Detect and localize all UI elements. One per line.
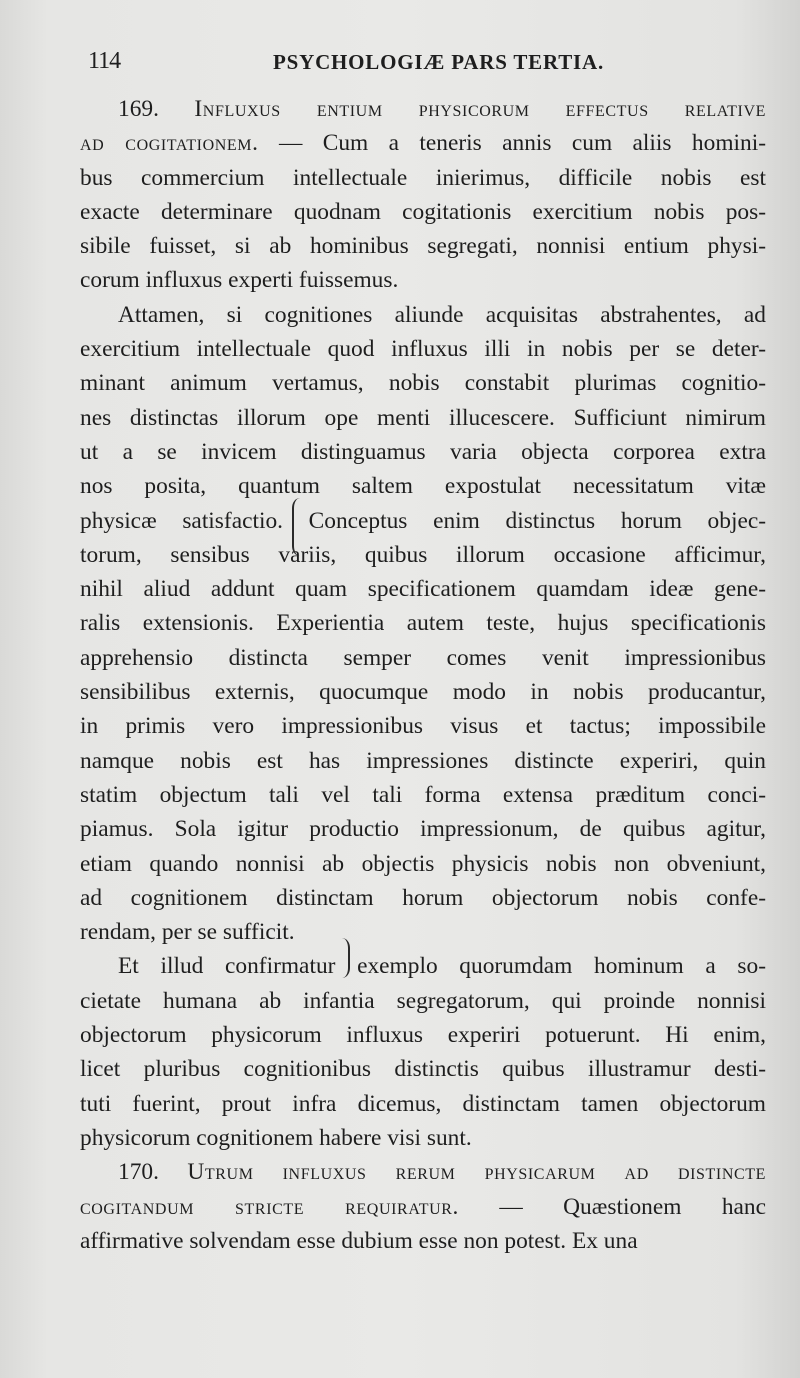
text-line <box>80 332 766 366</box>
text-line <box>80 675 766 709</box>
paragraph-p169 <box>80 92 766 298</box>
text-line <box>80 1121 766 1155</box>
running-head: PSYCHOLOGIÆ PARS TERTIA. <box>273 50 604 74</box>
line-text: Attamen, si cognitiones aliunde acquisitas abstrahentes, ad <box>118 301 766 328</box>
text-line <box>80 744 766 778</box>
line-text: in primis vero impressionibus visus et tactus; impossibile <box>80 713 766 740</box>
line-text: apprehensio distincta semper comes venit impressionibus <box>80 644 766 671</box>
text-line <box>80 298 766 332</box>
line-text: minant animum vertamus, nobis constabit plurimas cognitio- <box>80 370 766 397</box>
line-text: physicorum cognitionem habere visi sunt. <box>80 1124 472 1151</box>
page-number: 114 <box>88 48 121 74</box>
text-line <box>80 949 766 983</box>
line-text: rendam, per se sufficit. <box>80 919 295 946</box>
section-heading: ad cogitationem. <box>80 130 259 157</box>
line-text: torum, sensibus variis, quibus illorum occasione afficimur, <box>80 541 766 568</box>
line-text: exercitium intellectuale quod influxus illi in nobis per se deter- <box>80 336 766 363</box>
line-text: piamus. Sola igitur productio impressionum, de quibus agitur, <box>80 816 766 843</box>
text-line <box>80 847 766 881</box>
text-line <box>80 572 766 606</box>
pencil-bracket-open <box>292 498 308 556</box>
text-line <box>80 1190 766 1224</box>
pencil-bracket-close <box>334 938 350 978</box>
line-text: sensibilibus externis, quocumque modo in nobis producantur, <box>80 679 766 706</box>
line-text: nos posita, quantum saltem expostulat necessitatum vitæ <box>80 473 766 500</box>
line-text: etiam quando nonnisi ab objectis physicis nobis non obveniunt, <box>80 850 766 877</box>
line-text: affirmative solvendam esse dubium esse non potest. Ex una <box>80 1227 638 1254</box>
text-line <box>80 504 766 538</box>
section-number: 170. <box>118 1159 159 1186</box>
text-line <box>80 229 766 263</box>
text-line <box>80 641 766 675</box>
line-text: — Cum a teneris annis cum aliis homini- <box>258 130 766 157</box>
section-number: 169. <box>118 96 159 122</box>
line-text: tuti fuerint, prout infra dicemus, distinctam tamen objectorum <box>80 1090 766 1117</box>
text-line <box>80 263 766 297</box>
text-line <box>80 812 766 846</box>
line-text: ad cognitionem distinctam horum objectorum nobis confe- <box>80 884 766 911</box>
text-line <box>80 195 766 229</box>
line-text: corum influxus experti fuissemus. <box>80 267 399 294</box>
line-text: bus commercium intellectuale inierimus, difficile nobis est <box>80 164 766 191</box>
text-line <box>80 126 766 160</box>
text-line <box>80 366 766 400</box>
text-line <box>80 1155 766 1189</box>
body-text <box>80 92 766 1258</box>
text-line <box>80 778 766 812</box>
line-text: ut a se invicem distinguamus varia objecta corporea extra <box>80 438 766 465</box>
text-line <box>80 606 766 640</box>
text-line <box>80 915 766 949</box>
line-text: cietate humana ab infantia segregatorum, qui proinde nonnisi <box>80 987 766 1014</box>
line-text: nihil aliud addunt quam specificationem quamdam ideæ gene- <box>80 576 766 603</box>
text-line <box>80 709 766 743</box>
text-line <box>80 161 766 195</box>
line-text: Et illud confirmatur exemplo quorumdam hominum a so- <box>118 953 766 980</box>
text-line <box>80 984 766 1018</box>
line-text: sibile fuisset, si ab hominibus segregati, nonnisi entium physi- <box>80 233 766 260</box>
page-header <box>88 46 778 86</box>
text-line <box>80 435 766 469</box>
section-heading: Utrum influxus rerum physicarum ad distincte <box>187 1159 766 1186</box>
line-text: nes distinctas illorum ope menti illucescere. Sufficiunt nimirum <box>80 404 766 431</box>
text-line <box>80 92 766 126</box>
text-line <box>80 1052 766 1086</box>
line-text: objectorum physicorum influxus experiri potuerunt. Hi enim, <box>80 1022 766 1049</box>
section-heading: cogitandum stricte requiratur. <box>80 1193 459 1220</box>
paragraph-p169c <box>80 949 766 1155</box>
text-line <box>80 401 766 435</box>
text-line <box>80 469 766 503</box>
text-line <box>80 538 766 572</box>
line-text: — Quæstionem hanc <box>458 1193 766 1220</box>
line-text: ralis extensionis. Experientia autem teste, hujus specificationis <box>80 610 766 637</box>
text-line <box>80 881 766 915</box>
line-text: namque nobis est has impressiones distincte experiri, quin <box>80 747 766 774</box>
text-line <box>80 1224 766 1258</box>
line-text: statim objectum tali vel tali forma extensa præditum conci- <box>80 781 766 808</box>
text-line <box>80 1087 766 1121</box>
text-line <box>80 1018 766 1052</box>
line-text: exacte determinare quodnam cogitationis exercitium nobis pos- <box>80 198 766 225</box>
section-heading: Influxus entium physicorum effectus relative <box>194 96 766 122</box>
paragraph-p169b <box>80 298 766 950</box>
line-text: licet pluribus cognitionibus distinctis quibus illustramur desti- <box>80 1056 766 1083</box>
line-text: physicæ satisfactio. Conceptus enim distinctus horum objec- <box>80 507 766 534</box>
paragraph-p170 <box>80 1155 766 1258</box>
